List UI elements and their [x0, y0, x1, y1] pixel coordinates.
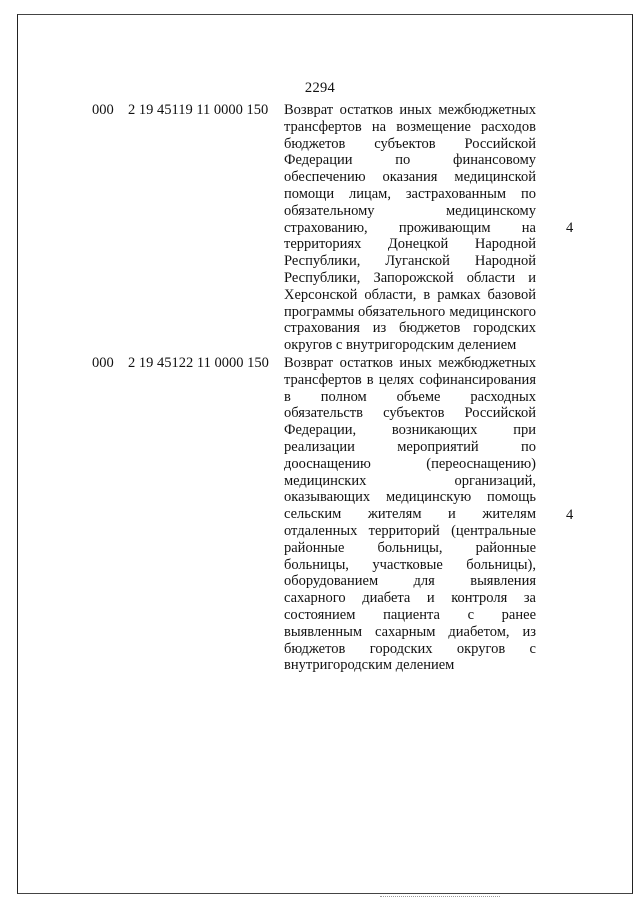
description-line: помощи лицам, застрахованным по: [284, 185, 536, 202]
description-line: Возврат остатков иных межбюджетных: [284, 355, 536, 371]
description-line: реализации мероприятий по: [284, 438, 536, 455]
description-line: бюджетов субъектов Российской: [284, 135, 536, 152]
description-line: обеспечению оказания медицинской: [284, 169, 536, 186]
description-line: в полном объеме расходных: [284, 388, 536, 405]
description-line: трансфертов в целях софинансирования: [284, 371, 536, 388]
description-line: сельским жителям и жителям: [284, 506, 536, 523]
description-line: округов с внутригородским делением: [284, 337, 517, 354]
description-line: внутригородским делением: [284, 657, 455, 674]
amount-value: 4: [566, 507, 574, 523]
budget-classification-code: 2 19 45119 11 0000 150: [128, 102, 269, 118]
description-line: обязательному медицинскому: [284, 202, 536, 219]
description-line: оказывающих медицинскую помощь: [284, 489, 536, 506]
row-description: [284, 355, 536, 674]
description-line: трансфертов на возмещение расходов: [284, 118, 536, 135]
description-line: Федерации по финансовому: [284, 152, 536, 169]
budget-classification-code: 2 19 45122 11 0000 150: [128, 355, 269, 371]
description-line: бюджетов городских округов с: [284, 640, 536, 657]
description-line: территориях Донецкой Народной: [284, 236, 536, 253]
description-line: сахарного диабета и контроля за: [284, 590, 536, 607]
description-line: медицинских организаций,: [284, 472, 536, 489]
row-description: [284, 102, 536, 354]
description-line: Херсонской области, в рамках базовой: [284, 286, 536, 303]
description-line: Республики, Луганской Народной: [284, 253, 536, 270]
description-line: районные больницы, районные: [284, 539, 536, 556]
admin-code: 000: [92, 102, 114, 118]
scan-artifact: [380, 896, 500, 899]
description-line: программы обязательного медицинского: [284, 303, 536, 320]
page-number: 2294: [304, 80, 336, 96]
description-line: отдаленных территорий (центральные: [284, 522, 536, 539]
admin-code: 000: [92, 355, 114, 371]
description-line: страхования из бюджетов городских: [284, 320, 536, 337]
description-line: Федерации, возникающих при: [284, 422, 536, 439]
description-line: Республики, Запорожской области и: [284, 269, 536, 286]
description-line: страхованию, проживающим на: [284, 219, 536, 236]
description-line: обязательств субъектов Российской: [284, 405, 536, 422]
description-line: больницы, участковые больницы),: [284, 556, 536, 573]
description-line: Возврат остатков иных межбюджетных: [284, 102, 536, 118]
description-line: дооснащению (переоснащению): [284, 455, 536, 472]
description-line: состоянием пациента с ранее: [284, 606, 536, 623]
description-line: выявленным сахарным диабетом, из: [284, 623, 536, 640]
amount-value: 4: [566, 220, 574, 236]
description-line: оборудованием для выявления: [284, 573, 536, 590]
